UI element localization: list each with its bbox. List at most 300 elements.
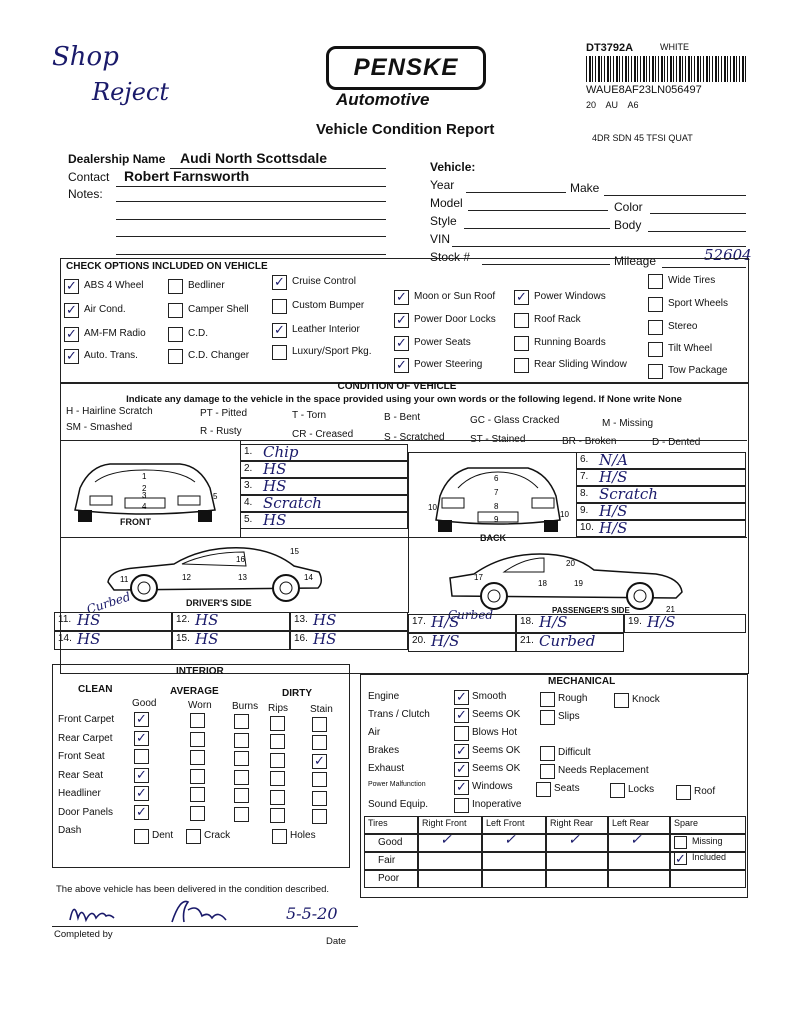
damage-number: 7.: [580, 471, 589, 482]
legend-item: CR - Creased: [292, 429, 354, 440]
interior-checkbox[interactable]: [234, 714, 249, 729]
damage-value[interactable]: Curbed: [539, 632, 596, 650]
tires-cell[interactable]: [608, 852, 670, 870]
mechanical-checkbox[interactable]: ✓: [454, 744, 469, 759]
option-checkbox[interactable]: ✓: [64, 303, 79, 318]
option-label: Bedliner: [188, 280, 225, 291]
damage-number: 15.: [176, 633, 190, 644]
stock-label: Stock #: [430, 250, 471, 264]
damage-number: 6.: [580, 454, 589, 465]
interior-row-label: Front Carpet: [58, 714, 115, 725]
vehicle-desc: 4DR SDN 45 TFSI QUAT: [592, 133, 693, 143]
option-checkbox[interactable]: [648, 364, 663, 379]
tire-good-check: ✓: [504, 832, 516, 848]
mechanical-checkbox[interactable]: [614, 693, 629, 708]
damage-cell[interactable]: [172, 612, 290, 631]
mechanical-row-label: Brakes: [368, 745, 400, 756]
back-label: BACK: [480, 533, 506, 543]
interior-row-label: Door Panels: [58, 806, 114, 818]
damage-number: 1.: [244, 446, 253, 457]
passenger-side-diagram: [444, 548, 688, 614]
curbed-note-passenger: Curbed: [448, 608, 494, 622]
dealer-label: Dealership Name: [68, 152, 166, 166]
legend-item: S - Scratched: [384, 432, 445, 443]
option-checkbox[interactable]: [514, 313, 529, 328]
mechanical-option-label: Inoperative: [472, 799, 522, 810]
option-label: Luxury/Sport Pkg.: [292, 346, 372, 357]
interior-checkbox[interactable]: [270, 716, 285, 731]
damage-cell[interactable]: [408, 633, 516, 652]
mileage-value[interactable]: 52604: [704, 246, 752, 264]
svg-text:15: 15: [290, 547, 299, 556]
damage-number: 21.: [520, 635, 534, 646]
tires-cell[interactable]: [418, 852, 482, 870]
mechanical-option-label: Locks: [628, 784, 655, 795]
date-label: Date: [326, 936, 347, 947]
date-value[interactable]: 5-5-20: [286, 904, 338, 923]
svg-text:11: 11: [120, 575, 129, 584]
option-checkbox[interactable]: ✓: [64, 279, 79, 294]
option-checkbox[interactable]: ✓: [394, 290, 409, 305]
interior-checkbox[interactable]: [190, 806, 205, 821]
damage-number: 3.: [244, 480, 253, 491]
damage-cell[interactable]: [290, 631, 408, 650]
mechanical-checkbox[interactable]: ✓: [454, 762, 469, 777]
color-label: Color: [614, 200, 643, 214]
damage-value[interactable]: H/S: [599, 468, 628, 486]
interior-col-header: Worn: [188, 699, 212, 711]
option-checkbox[interactable]: [648, 297, 663, 312]
damage-cell[interactable]: [576, 469, 746, 486]
mechanical-row-label: Power Malfunction: [368, 781, 426, 788]
tires-cell[interactable]: [546, 852, 608, 870]
interior-checkbox[interactable]: [270, 734, 285, 749]
damage-number: 16.: [294, 633, 308, 644]
tire-good-check: ✓: [568, 832, 580, 848]
spare-option-label: Included: [692, 852, 727, 862]
svg-text:19: 19: [574, 579, 583, 588]
interior-checkbox[interactable]: [312, 735, 327, 750]
tires-cell[interactable]: [482, 870, 546, 888]
mechanical-option-label: Smooth: [472, 691, 507, 702]
legend-item: T - Torn: [292, 410, 327, 421]
svg-text:2: 2: [142, 484, 147, 493]
interior-row-label: Headliner: [58, 788, 101, 799]
damage-cell[interactable]: [576, 486, 746, 503]
condition-divider: [240, 440, 241, 538]
back-car-diagram: [428, 462, 568, 538]
option-label: Air Cond.: [84, 304, 126, 315]
damage-cell[interactable]: [516, 614, 624, 633]
damage-number: 8.: [580, 488, 589, 499]
interior-checkbox[interactable]: ✓: [134, 731, 149, 746]
year-label: Year: [430, 178, 455, 192]
damage-cell[interactable]: [624, 614, 746, 633]
mechanical-checkbox[interactable]: [676, 785, 691, 800]
svg-text:6: 6: [494, 474, 499, 483]
dash-option-label: Dent: [152, 830, 174, 841]
option-checkbox[interactable]: [168, 327, 183, 342]
option-checkbox[interactable]: ✓: [272, 275, 287, 290]
dash-checkbox[interactable]: [134, 829, 149, 844]
option-checkbox[interactable]: ✓: [514, 290, 529, 305]
condition-divider: [60, 440, 747, 441]
option-checkbox[interactable]: [272, 299, 287, 314]
mechanical-option-label: Needs Replacement: [558, 764, 649, 776]
interior-checkbox[interactable]: ✓: [134, 786, 149, 801]
damage-number: 2.: [244, 463, 253, 474]
damage-number: 20.: [412, 635, 426, 646]
damage-value[interactable]: HS: [195, 630, 219, 648]
interior-row-label: Rear Seat: [58, 769, 104, 781]
damage-value[interactable]: HS: [263, 511, 287, 529]
mechanical-checkbox[interactable]: [536, 782, 551, 797]
option-checkbox[interactable]: [272, 345, 287, 360]
damage-cell[interactable]: [576, 503, 746, 520]
make-label: Make: [570, 181, 600, 195]
interior-checkbox[interactable]: [190, 750, 205, 765]
svg-text:14: 14: [304, 573, 313, 582]
tires-header-label: Left Rear: [612, 818, 650, 828]
interior-checkbox[interactable]: [270, 790, 285, 805]
tires-cell[interactable]: [482, 852, 546, 870]
damage-cell[interactable]: [240, 495, 408, 512]
interior-checkbox[interactable]: ✓: [134, 712, 149, 727]
dash-checkbox[interactable]: [186, 829, 201, 844]
damage-value[interactable]: HS: [313, 611, 337, 629]
vehicle-label: Vehicle:: [430, 160, 476, 174]
option-checkbox[interactable]: [168, 279, 183, 294]
option-label: Power Seats: [414, 337, 471, 348]
mechanical-checkbox[interactable]: ✓: [454, 690, 469, 705]
damage-number: 18.: [520, 616, 534, 627]
interior-checkbox[interactable]: [270, 771, 285, 786]
svg-text:16: 16: [236, 555, 245, 564]
spare-checkbox[interactable]: ✓: [675, 852, 686, 867]
condition-divider: [408, 452, 409, 538]
mechanical-option-label: Seems OK: [472, 763, 521, 774]
dash-option-label: Holes: [290, 830, 316, 841]
signature: [62, 896, 252, 930]
mechanical-checkbox[interactable]: ✓: [454, 708, 469, 723]
option-checkbox[interactable]: ✓: [394, 336, 409, 351]
mechanical-option-label: Seats: [554, 782, 580, 794]
option-label: Rear Sliding Window: [534, 359, 627, 370]
svg-text:5: 5: [213, 492, 218, 501]
mechanical-checkbox[interactable]: [540, 710, 555, 725]
svg-text:21: 21: [666, 605, 675, 614]
tire-good-check: ✓: [630, 832, 642, 848]
svg-text:10: 10: [560, 510, 569, 519]
option-label: Custom Bumper: [292, 300, 365, 311]
mechanical-checkbox[interactable]: [540, 692, 555, 707]
damage-number: 9.: [580, 505, 589, 516]
dash-option-label: Crack: [204, 830, 231, 841]
tires-cell[interactable]: [418, 870, 482, 888]
tires-cell[interactable]: [546, 870, 608, 888]
option-label: ABS 4 Wheel: [84, 280, 144, 291]
interior-checkbox[interactable]: ✓: [134, 768, 149, 783]
svg-text:1: 1: [142, 472, 147, 481]
option-checkbox[interactable]: ✓: [64, 349, 79, 364]
option-label: Tilt Wheel: [668, 343, 713, 354]
option-label: C.D. Changer: [188, 350, 250, 361]
mechanical-option-label: Windows: [472, 781, 513, 792]
damage-value[interactable]: H/S: [599, 519, 628, 537]
damage-cell[interactable]: [240, 512, 408, 529]
damage-number: 14.: [58, 633, 72, 644]
svg-text:12: 12: [182, 573, 191, 582]
interior-row-label: Front Seat: [58, 751, 105, 762]
interior-checkbox[interactable]: [234, 807, 249, 822]
damage-number: 10.: [580, 522, 594, 533]
mechanical-option-label: Knock: [632, 694, 660, 705]
svg-text:4: 4: [142, 502, 147, 511]
condition-instructions: Indicate any damage to the vehicle in the space provided using your own words or the following legend. If None write None: [126, 394, 682, 405]
condition-header: CONDITION OF VEHICLE: [337, 381, 457, 392]
logo-sub: Automotive: [336, 90, 430, 109]
damage-value[interactable]: Scratch: [263, 494, 322, 512]
mechanical-row-label: Trans / Clutch: [368, 709, 430, 720]
mechanical-checkbox[interactable]: [610, 783, 625, 798]
interior-col-header: Rips: [268, 702, 289, 714]
damage-value[interactable]: HS: [195, 611, 219, 629]
driver-side-diagram: [104, 542, 326, 606]
svg-text:3: 3: [142, 491, 147, 500]
interior-checkbox[interactable]: [190, 713, 205, 728]
damage-value[interactable]: H/S: [647, 613, 676, 631]
mechanical-option-label: Roof: [694, 785, 716, 797]
interior-checkbox[interactable]: [134, 749, 149, 764]
tires-row-label: Good: [378, 837, 403, 848]
damage-number: 17.: [412, 616, 426, 627]
mechanical-option-label: Rough: [558, 692, 588, 704]
interior-checkbox[interactable]: [234, 751, 249, 766]
option-label: Power Door Locks: [414, 314, 496, 325]
tires-header-label: Right Front: [422, 818, 467, 828]
handwritten-note-line2: Reject: [92, 78, 170, 106]
svg-text:10: 10: [428, 503, 437, 512]
option-label: Camper Shell: [188, 304, 249, 315]
legend-item: BR - Broken: [562, 436, 617, 447]
interior-checkbox[interactable]: [190, 769, 205, 784]
handwritten-note-line1: Shop: [52, 42, 119, 72]
interior-header: INTERIOR: [176, 666, 224, 677]
interior-dirty: DIRTY: [282, 688, 312, 699]
option-checkbox[interactable]: [168, 303, 183, 318]
damage-number: 11.: [58, 614, 72, 625]
damage-cell[interactable]: [240, 478, 408, 495]
option-label: Roof Rack: [534, 314, 581, 325]
damage-number: 4.: [244, 497, 253, 508]
interior-col-header: Good: [132, 698, 157, 709]
driver-side-label: DRIVER'S SIDE: [186, 598, 252, 608]
mechanical-option-label: Seems OK: [472, 709, 521, 720]
copy-label: WHITE: [660, 42, 689, 52]
option-label: Tow Package: [668, 365, 728, 376]
tires-cell[interactable]: [670, 870, 746, 888]
option-label: AM-FM Radio: [84, 328, 146, 339]
contact-value[interactable]: Robert Farnsworth: [124, 168, 250, 184]
passenger-side-label: PASSENGER'S SIDE: [552, 606, 630, 615]
mechanical-checkbox[interactable]: [454, 726, 469, 741]
curbed-note-driver: Curbed: [84, 589, 133, 617]
option-label: Moon or Sun Roof: [414, 291, 496, 302]
svg-text:8: 8: [494, 502, 499, 511]
option-label: Running Boards: [534, 337, 606, 348]
legend-item: SM - Smashed: [66, 422, 133, 433]
mechanical-checkbox[interactable]: [540, 764, 555, 779]
mileage-label: Mileage: [614, 254, 657, 268]
option-label: Power Steering: [414, 359, 483, 370]
tires-row-label: Poor: [378, 873, 400, 884]
option-label: Auto. Trans.: [84, 350, 138, 361]
delivery-statement: The above vehicle has been delivered in the condition described.: [56, 884, 330, 895]
option-checkbox[interactable]: [648, 320, 663, 335]
option-label: Leather Interior: [292, 324, 360, 335]
legend-item: D - Dented: [652, 437, 701, 448]
damage-value[interactable]: Scratch: [599, 485, 658, 503]
damage-cell[interactable]: [240, 444, 408, 461]
interior-checkbox[interactable]: [190, 732, 205, 747]
interior-checkbox[interactable]: [234, 770, 249, 785]
spare-checkbox[interactable]: [674, 836, 687, 849]
interior-checkbox[interactable]: [312, 717, 327, 732]
option-label: Power Windows: [534, 291, 606, 302]
model-label: Model: [430, 196, 463, 210]
interior-row-label: Rear Carpet: [58, 732, 113, 744]
option-checkbox[interactable]: ✓: [272, 323, 287, 338]
interior-checkbox[interactable]: [312, 791, 327, 806]
damage-value[interactable]: H/S: [599, 502, 628, 520]
vin-label: VIN: [430, 232, 451, 246]
barcode: [586, 56, 746, 82]
option-checkbox[interactable]: ✓: [64, 327, 79, 342]
interior-checkbox[interactable]: [234, 788, 249, 803]
option-checkbox[interactable]: [168, 349, 183, 364]
legend-item: GC - Glass Cracked: [470, 415, 560, 426]
condition-divider: [408, 452, 576, 453]
option-label: C.D.: [188, 328, 208, 339]
damage-value[interactable]: Chip: [263, 443, 299, 461]
style-label: Style: [430, 214, 457, 228]
interior-row-label: Dash: [58, 825, 82, 836]
damage-value[interactable]: H/S: [431, 613, 460, 631]
interior-col-header: Stain: [310, 704, 333, 715]
mechanical-row-label: Sound Equip.: [368, 799, 429, 810]
damage-cell[interactable]: [516, 633, 624, 652]
interior-checkbox[interactable]: [270, 808, 285, 823]
damage-cell[interactable]: [290, 612, 408, 631]
damage-value[interactable]: N/A: [599, 451, 629, 469]
option-checkbox[interactable]: [514, 358, 529, 373]
body-label: Body: [614, 218, 642, 232]
option-label: Stereo: [668, 321, 698, 332]
spare-option-label: Missing: [692, 836, 723, 846]
page-title: Vehicle Condition Report: [316, 121, 495, 138]
completed-by-label: Completed by: [54, 929, 113, 940]
interior-checkbox[interactable]: [234, 733, 249, 748]
damage-number: 13.: [294, 614, 308, 625]
damage-value[interactable]: HS: [77, 611, 101, 629]
option-checkbox[interactable]: [648, 342, 663, 357]
svg-text:18: 18: [538, 579, 547, 588]
svg-text:17: 17: [474, 573, 483, 582]
damage-value[interactable]: H/S: [431, 632, 460, 650]
notes-label: Notes:: [68, 187, 103, 201]
damage-cell[interactable]: [576, 452, 746, 469]
mechanical-row-label: Air: [368, 727, 381, 738]
mechanical-option-label: Difficult: [558, 746, 591, 758]
interior-checkbox[interactable]: [190, 787, 205, 802]
interior-checkbox[interactable]: [270, 753, 285, 768]
mechanical-checkbox[interactable]: [540, 746, 555, 761]
interior-col-header: Burns: [232, 701, 259, 712]
legend-item: H - Hairline Scratch: [66, 406, 153, 417]
damage-number: 19.: [628, 616, 642, 627]
legend-item: M - Missing: [602, 418, 654, 429]
svg-text:9: 9: [494, 515, 499, 524]
contact-label: Contact: [68, 170, 110, 184]
damage-value[interactable]: HS: [77, 630, 101, 648]
option-checkbox[interactable]: [648, 274, 663, 289]
mechanical-option-label: Seems OK: [472, 745, 521, 756]
damage-cell[interactable]: [408, 614, 516, 633]
option-checkbox[interactable]: [514, 336, 529, 351]
mechanical-header: MECHANICAL: [548, 676, 616, 687]
year-line: 20 AU A6: [586, 100, 639, 110]
option-label: Sport Wheels: [668, 298, 729, 309]
tires-header-label: Spare: [674, 818, 699, 828]
options-header: CHECK OPTIONS INCLUDED ON VEHICLE: [66, 261, 268, 272]
damage-value[interactable]: H/S: [539, 613, 568, 631]
damage-cell[interactable]: [576, 520, 746, 537]
dash-checkbox[interactable]: [272, 829, 287, 844]
svg-text:13: 13: [238, 573, 247, 582]
damage-value[interactable]: HS: [263, 460, 287, 478]
interior-checkbox[interactable]: [312, 772, 327, 787]
option-label: Wide Tires: [668, 275, 716, 286]
option-checkbox[interactable]: ✓: [394, 313, 409, 328]
damage-value[interactable]: HS: [263, 477, 287, 495]
tires-row-label: Fair: [378, 855, 396, 866]
mechanical-checkbox[interactable]: ✓: [454, 780, 469, 795]
dealer-value[interactable]: Audi North Scottsdale: [180, 150, 328, 166]
mechanical-option-label: Blows Hot: [472, 727, 518, 738]
front-label: FRONT: [120, 517, 151, 527]
legend-item: PT - Pitted: [200, 408, 248, 419]
tires-header-label: Left Front: [486, 818, 525, 828]
damage-cell[interactable]: [172, 631, 290, 650]
damage-cell[interactable]: [54, 631, 172, 650]
mechanical-option-label: Slips: [558, 710, 580, 722]
penske-logo: [326, 46, 486, 90]
damage-cell[interactable]: [54, 612, 172, 631]
interior-checkbox[interactable]: ✓: [134, 805, 149, 820]
option-label: Cruise Control: [292, 276, 356, 287]
damage-number: 5.: [244, 514, 253, 525]
interior-checkbox[interactable]: [312, 809, 327, 824]
tires-cell[interactable]: [608, 870, 670, 888]
interior-checkbox[interactable]: ✓: [312, 754, 327, 769]
tires-header-label: Right Rear: [550, 818, 594, 828]
mechanical-row-label: Engine: [368, 691, 400, 702]
damage-cell[interactable]: [240, 461, 408, 478]
damage-value[interactable]: HS: [313, 630, 337, 648]
logo-brand: PENSKE: [353, 54, 459, 81]
option-checkbox[interactable]: ✓: [394, 358, 409, 373]
mechanical-checkbox[interactable]: [454, 798, 469, 813]
